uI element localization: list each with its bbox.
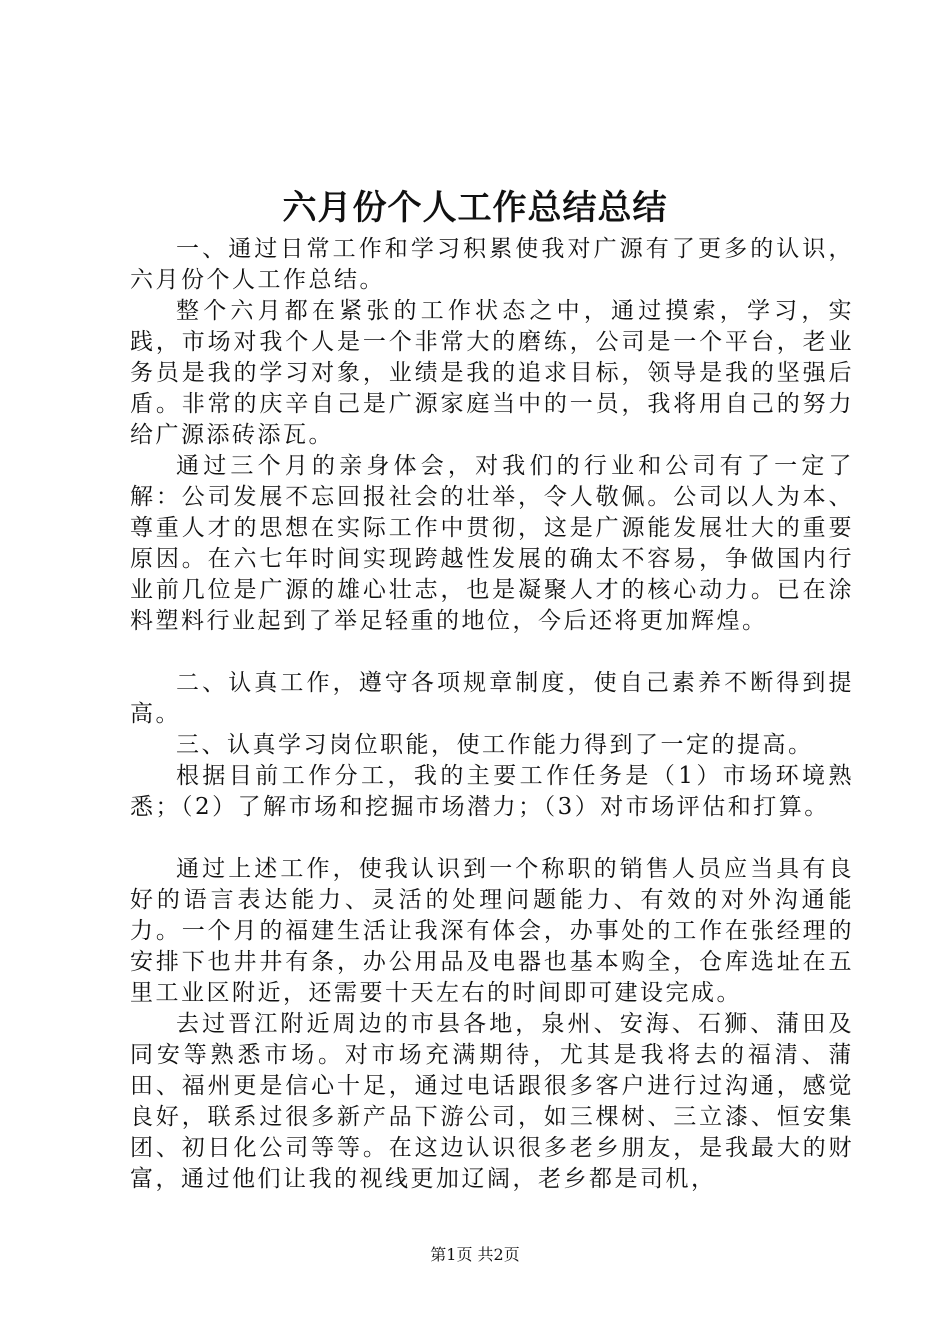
paragraph-3: 通过三个月的亲身体会，对我们的行业和公司有了一定了解：公司发展不忘回报社会的壮举，令人敬佩。公司以人为本、尊重人才的思想在实际工作中贯彻，这是广源能发展壮大的重要原因。在六七年时间实现跨越性发展的确太不容易，争做国内行业前几位是广源的雄心壮志，也是凝聚人才的核心动力。已在涂料塑料行业起到了举足轻重的地位，今后还将更加辉煌。	[130, 453, 854, 634]
document-title: 六月份个人工作总结总结	[282, 188, 668, 228]
paragraph-5: 三、认真学习岗位职能，使工作能力得到了一定的提高。	[176, 732, 814, 758]
document-body	[130, 234, 854, 1195]
paragraph-7: 通过上述工作，使我认识到一个称职的销售人员应当具有良好的语言表达能力、灵活的处理问题能力、有效的对外沟通能力。一个月的福建生活让我深有体会，办事处的工作在张经理的安排下也井井有条，办公用品及电器也基本购全，仓库选址在五里工业区附近，还需要十天左右的时间即可建设完成。	[130, 856, 854, 1006]
paragraph-4: 二、认真工作，遵守各项规章制度，使自己素养不断得到提高。	[130, 670, 854, 727]
page-footer: 第1页 共2页	[430, 1245, 520, 1264]
paragraph-8: 去过晋江附近周边的市县各地，泉州、安海、石狮、蒲田及同安等熟悉市场。对市场充满期待，尤其是我将去的福清、蒲田、福州更是信心十足，通过电话跟很多客户进行过沟通，感觉良好，联系过很多新产品下游公司，如三棵树、三立漆、恒安集团、初日化公司等等。在这边认识很多老乡朋友，是我最大的财富，通过他们让我的视线更加辽阔，老乡都是司机，	[130, 1011, 854, 1192]
paragraph-6: 根据目前工作分工，我的主要工作任务是（1）市场环境熟悉；（2）了解市场和挖掘市场潜力；（3）对市场评估和打算。	[130, 763, 854, 820]
paragraph-2: 整个六月都在紧张的工作状态之中，通过摸索，学习，实践，市场对我个人是一个非常大的磨练，公司是一个平台，老业务员是我的学习对象，业绩是我的追求目标，领导是我的坚强后盾。非常的庆辛自己是广源家庭当中的一员，我将用自己的努力给广源添砖添瓦。	[130, 298, 854, 448]
paragraph-1: 一、通过日常工作和学习积累使我对广源有了更多的认识，六月份个人工作总结。	[130, 236, 854, 293]
